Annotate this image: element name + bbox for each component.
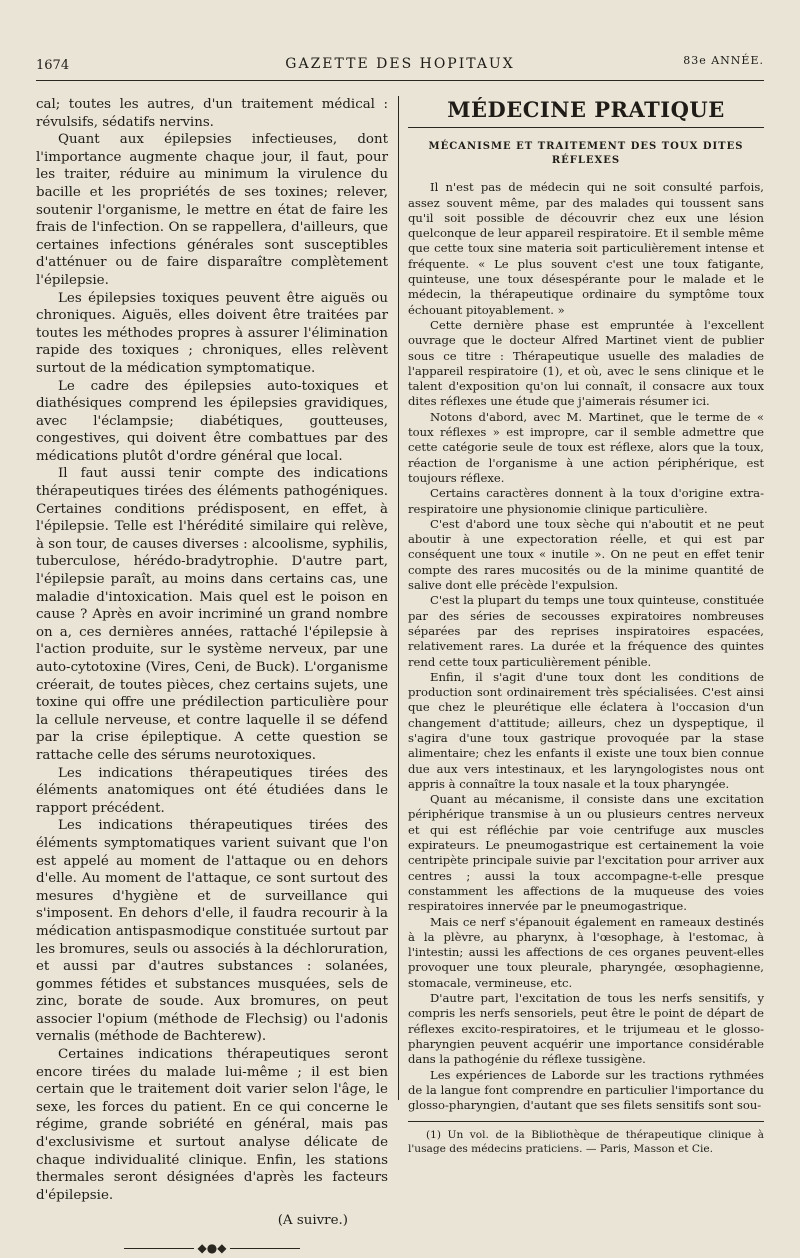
- paragraph: Notons d'abord, avec M. Martinet, que le terme de « toux réflexes » est impropre, car il semble admettre que cette catégorie seule de toux est réflexe, alors que la toux, réaction de l'organisme à une action périphérique, est toujours réflexe.: [408, 409, 764, 485]
- paragraph: D'autre part, l'excitation de tous les nerfs sensitifs, y compris les nerfs sensoriels, peut être le point de départ de réflexes excito-respiratoires, et le trijumeau et le glosso-pharyngien peuvent acquérir une importance considérable dans la pathogénie du réflexe tussigène.: [408, 991, 764, 1067]
- footnote-text: (1) Un vol. de la Bibliothèque de thérapeutique clinique à l'usage des médecins praticiens. — Paris, Masson et Cie.: [408, 1129, 764, 1156]
- paragraph: Les indications thérapeutiques tirées des éléments anatomiques ont été étudiées dans le rapport précédent.: [36, 765, 388, 816]
- section-rule: [408, 127, 764, 128]
- paragraph: Le cadre des épilepsies auto-toxiques et diathésiques comprend les épilepsies gravidiques, avec l'éclampsie; diabétiques, goutteuses, congestives, qui doivent être combattues par des médications plutôt d'ordre général que local.: [36, 378, 388, 464]
- paragraph: Il faut aussi tenir compte des indications thérapeutiques tirées des éléments pathogéniques. Certaines conditions prédisposent, en effet, à l'épilepsie. Telle est l'hérédité similaire qui relève, à son tour, de causes diverses : alcoolisme, syphilis, tuberculose, hérédo-bradytrophie. D'autre part, l'épilepsie paraît, au moins dans certains cas, une maladie d'intoxication. Mais quel est le poison en cause ? Après en avoir incriminé un grand nombre on a, ces dernières années, rattaché l'épilepsie à l'action produite, sur le système nerveux, par une auto-cytotoxine (Vires, Ceni, de Buck). L'organisme créerait, de toutes pièces, chez certains sujets, une toxine qui offre une prédilection particulière pour la cellule nerveuse, et contre laquelle il se défend par la crise épileptique. A cette question se rattache celle des sérums neurotoxiques.: [36, 466, 388, 763]
- to-be-continued: (A suivre.): [277, 1213, 348, 1229]
- running-title: GAZETTE DES HOPITAUX: [285, 56, 515, 72]
- ornament-divider: ◆●◆: [36, 1240, 388, 1258]
- paragraph: Certains caractères donnent à la toux d'origine extra-respiratoire une physionomie clinique particulière.: [408, 486, 764, 516]
- paragraph: Mais ce nerf s'épanouit également en rameaux destinés à la plèvre, au pharynx, à l'œsophage, à l'estomac, à l'intestin; aussi les affections de ces organes peuvent-elles provoquer une toux pleurale, pharyngée, œsophagienne, stomacale, vermineuse, etc.: [408, 914, 764, 990]
- left-column: [36, 96, 388, 1258]
- paragraph: Enfin, il s'agit d'une toux dont les conditions de production sont ordinairement très spécialisées. C'est ainsi que chez le pleurétique elle éclatera à l'occasion d'un changement d'attitude; ailleurs, chez un dyspeptique, il s'agira d'une toux gastrique provoquée par la stase alimentaire; chez les enfants il existe une toux bien connue due aux vers intestinaux, et les laryngologistes nous ont appris à connaître la toux nasale et la toux pharyngée.: [408, 669, 764, 791]
- right-column: [408, 96, 764, 1156]
- page-number: 1674: [36, 58, 70, 73]
- paragraph: Quant aux épilepsies infectieuses, dont l'importance augmente chaque jour, il faut, pour les traiter, réduire au minimum la virulence du bacille et les propriétés de ses toxines; relever, soutenir l'organisme, le mettre en état de faire les frais de l'infection. On se rappellera, d'ailleurs, que certaines infections générales sont susceptibles d'atténuer ou de faire disparaître complètement l'épilepsie.: [36, 132, 388, 288]
- paragraph: C'est la plupart du temps une toux quinteuse, constituée par des séries de secousses expiratoires nombreuses séparées par des reprises inspiratoires espacées, relativement rares. La durée et la fréquence des quintes rend cette toux particulièrement pénible.: [408, 593, 764, 669]
- header-rule: [36, 80, 764, 81]
- column-divider: [398, 96, 399, 1100]
- paragraph: Certaines indications thérapeutiques seront encore tirées du malade lui-même ; il est bien certain que le traitement doit varier selon l'âge, le sexe, les forces du patient. En ce qui concerne le régime, grande sobriété en général, mais pas d'exclusivisme et surtout analyse délicate de chaque individualité clinique. Enfin, les stations thermales seront désignées d'après les facteurs d'épilepsie.: [36, 1047, 388, 1203]
- paragraph: Il n'est pas de médecin qui ne soit consulté parfois, assez souvent même, par des malades qui toussent sans qu'il soit possible de découvrir chez eux une lésion quelconque de leur appareil respiratoire. Et il semble même que cette toux sine materia soit particulièrement intense et fréquente. « Le plus souvent c'est une toux fatigante, quinteuse, une toux désespérante pour le malade et le médecin, la thérapeutique ordinaire du symptôme toux échouant pitoyablement. »: [408, 180, 764, 317]
- footnote: [408, 1128, 764, 1156]
- paragraph: C'est d'abord une toux sèche qui n'aboutit et ne peut aboutir à une expectoration réelle, et qui est par conséquent une toux « inutile ». On ne peut en effet tenir compte des rares mucosités ou de la minime quantité de salive dont elle précède l'expulsion.: [408, 516, 764, 593]
- paragraph: cal; toutes les autres, d'un traitement médical : révulsifs, sédatifs nervins.: [36, 97, 388, 130]
- page-header: [36, 50, 764, 76]
- paragraph: Les expériences de Laborde sur les tractions rythmées de la langue font comprendre en particulier l'importance du glosso-pharyngien, d'autant que ses filets sensitifs sont sou-: [408, 1067, 764, 1113]
- article-title: MÉCANISME ET TRAITEMENT DES TOUX DITES RÉFLEXES: [428, 141, 744, 167]
- paragraph: Les épilepsies toxiques peuvent être aiguës ou chroniques. Aiguës, elles doivent être traitées par toutes les méthodes propres à assurer l'élimination rapide des toxiques ; chroniques, elles relèvent surtout de la médication symptomatique.: [36, 290, 388, 376]
- paragraph: Quant au mécanisme, il consiste dans une excitation périphérique transmise à un ou plusieurs centres nerveux et qui est réfléchie par voie centrifuge aux muscles expirateurs. Le pneumogastrique est certainement la voie centripète principale suivie par l'excitation pour arriver aux centres ; aussi la toux accompagne-t-elle presque constamment les affections de la muqueuse des voies respiratoires innervée par le pneumogastrique.: [408, 792, 764, 914]
- paragraph: Cette dernière phase est empruntée à l'excellent ouvrage que le docteur Alfred Martinet vient de publier sous ce titre : Thérapeutique usuelle des maladies de l'appareil respiratoire (1), et où, avec le sens clinique et le talent d'exposition qu'on lui connaît, il consacre aux toux dites réflexes une étude que j'aimerais résumer ici.: [408, 317, 764, 409]
- year-label: 83e ANNÉE.: [683, 54, 764, 67]
- section-title: MÉDECINE PRATIQUE: [447, 97, 725, 122]
- footnote-rule: [408, 1121, 764, 1122]
- paragraph: Les indications thérapeutiques tirées des éléments symptomatiques varient suivant que l'on est appelé au moment de l'attaque ou en dehors d'elle. Au moment de l'attaque, ce sont surtout des mesures d'hygiène et de surveillance qui s'imposent. En dehors d'elle, il faudra recourir à la médication antispasmodique constituée surtout par les bromures, seuls ou associés à la déchloruration, et aussi par d'autres substances : solanées, gommes fétides et substances musquées, sels de zinc, borate de soude. Aux bromures, on peut associer l'opium (méthode de Flechsig) ou l'adonis vernalis (méthode de Bachterew).: [36, 818, 388, 1045]
